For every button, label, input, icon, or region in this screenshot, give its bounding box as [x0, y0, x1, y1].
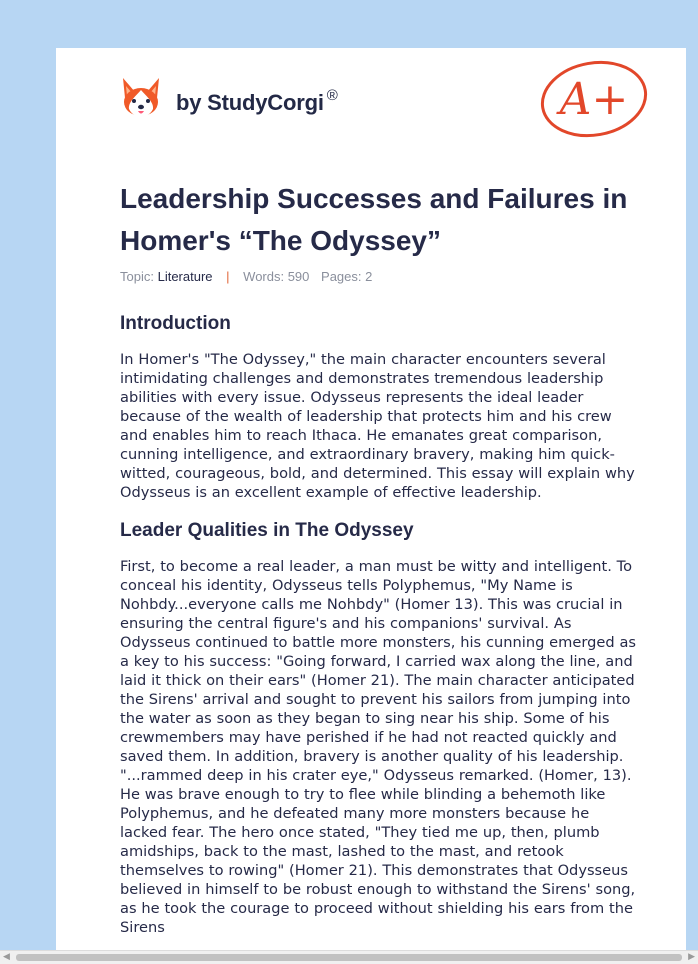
- section-paragraph-leader-qualities: First, to become a real leader, a man must be witty and intelligent. To conceal his identity, Odysseus tells Polyphemus, "My Name is Nohbdy...everyone calls me Nohbdy" (Homer 13). This was crucial in ensuring the central figure's and his companions' survival. As Odysseus continued to battle more monsters, his cunning emerged as a key to his success: "Going forward, I carried wax along the line, and laid it thick on their ears" (Homer 21). The main character anticipated the Sirens' arrival and sought to prevent his sailors from jumping into the water as soon as they began to sing near his ship. Some of his crewmembers may have perished if he had not reacted quickly and saved them. In addition, bravery is another quality of his leadership. "...rammed deep in his crater eye," Odysseus remarked. (Homer, 13). He was brave enough to try to flee while blinding a behemoth like Polyphemus, and he defeated many more monsters because he lacked fear. The hero once stated, "They tied me up, then, plumb amidships, back to the mast, lashed to the mast, and retook themselves to rowing" (Homer 21). This demonstrates that Odysseus believed in himself to be robust enough to withstand the Sirens' song, as he took the courage to proceed without shielding his ears from the Sirens: [120, 558, 636, 936]
- page-title: Leadership Successes and Failures in Homer's “The Odyssey”: [120, 183, 628, 256]
- section-heading-introduction: Introduction: [120, 313, 231, 334]
- grade-badge: [538, 58, 650, 146]
- brand-name: by StudyCorgi ®: [176, 86, 338, 115]
- meta-separator: |: [226, 269, 230, 284]
- scroll-left-icon[interactable]: ◀: [3, 952, 10, 962]
- registered-mark: ®: [326, 86, 338, 104]
- corgi-icon: [120, 76, 162, 120]
- topic-link[interactable]: Literature: [157, 269, 213, 284]
- section-heading-leader-qualities: Leader Qualities in The Odyssey: [120, 520, 414, 541]
- word-count: Words: 590: [243, 269, 310, 284]
- essay-page: [56, 48, 686, 950]
- essay-meta: [120, 269, 372, 284]
- grade-badge-text: A+: [559, 74, 629, 125]
- section-paragraph-introduction: In Homer's "The Odyssey," the main character encounters several intimidating challenges and demonstrates tremendous leadership abilities with every issue. Odysseus represents the ideal leader because of the wealth of leadership that protects him and his crew and enables him to reach Ithaca. He emanates great comparison, cunning intelligence, and extraordinary bravery, making him quick-witted, courageous, bold, and determined. This essay will explain why Odysseus is an excellent example of effective leadership.: [120, 351, 635, 501]
- studycorgi-logo[interactable]: [120, 76, 338, 120]
- scrollbar-thumb[interactable]: [16, 954, 682, 961]
- horizontal-scrollbar[interactable]: [0, 950, 698, 964]
- page-count: Pages: 2: [321, 269, 373, 284]
- scroll-right-icon[interactable]: ▶: [688, 952, 695, 962]
- topic-label: Topic:: [120, 269, 154, 284]
